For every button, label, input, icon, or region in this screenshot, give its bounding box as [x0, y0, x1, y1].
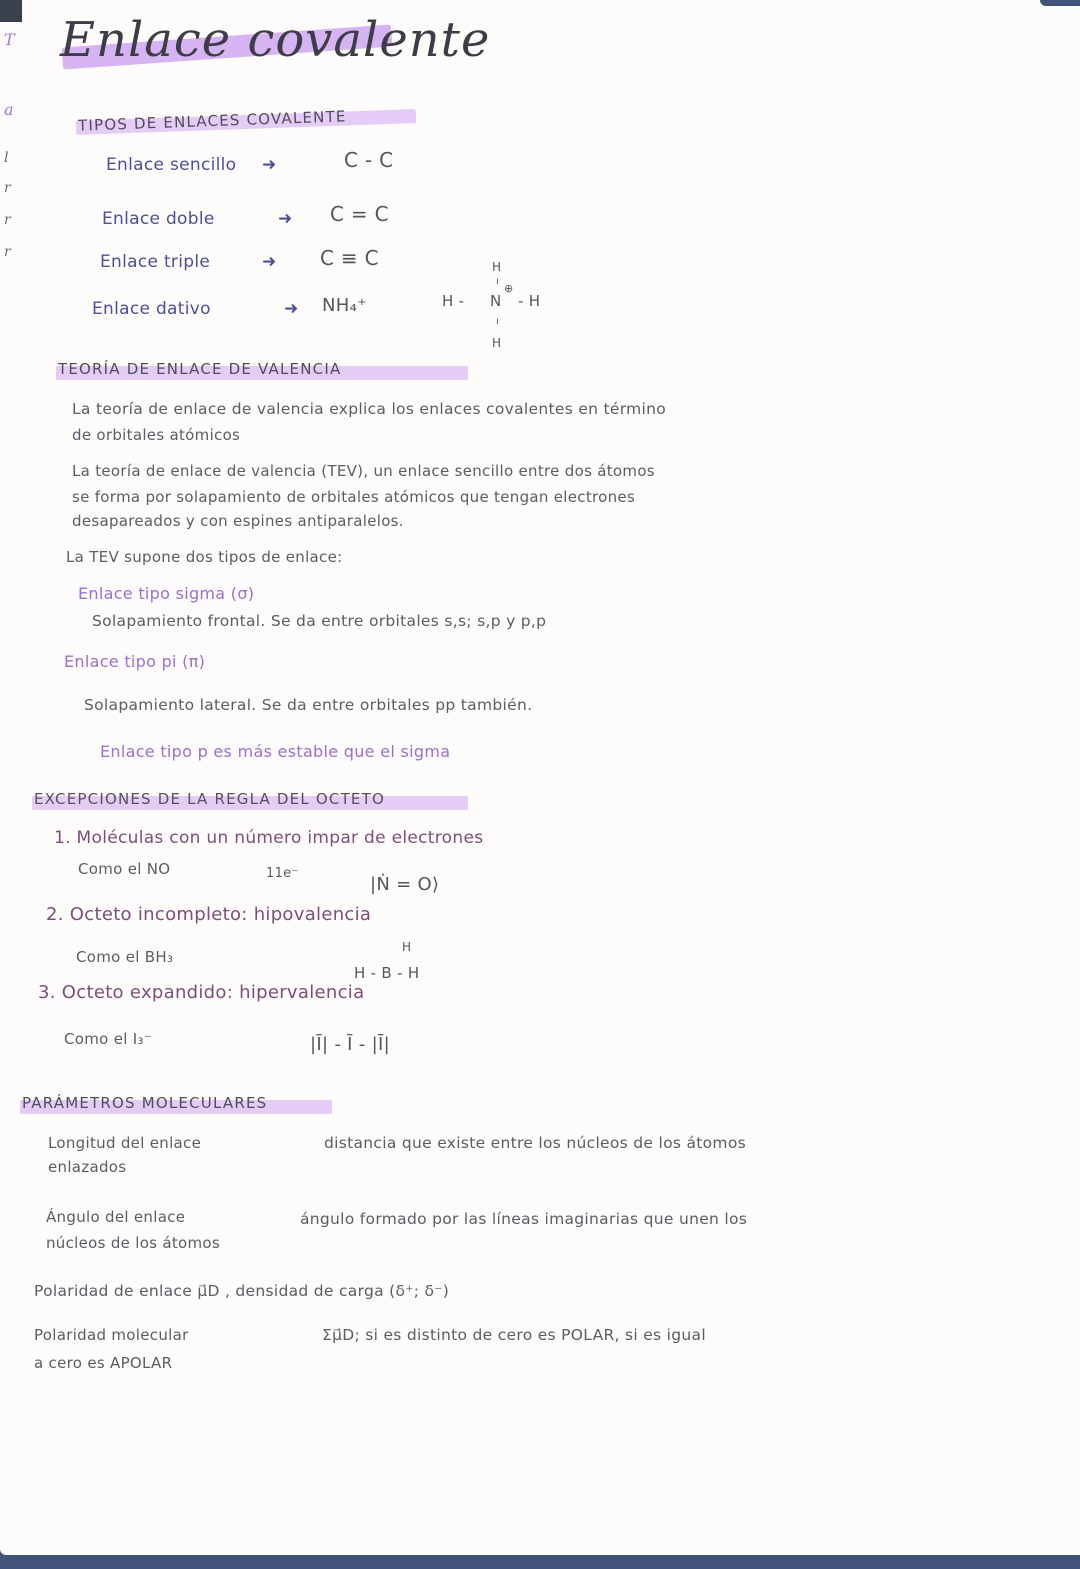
param-polaridad-enlace: Polaridad de enlace μ⃗D , densidad de carga (δ⁺; δ⁻) — [34, 1282, 450, 1300]
arrow-icon: ➜ — [284, 299, 299, 319]
note-pi-stability: Enlace tipo p es más estable que el sigma — [100, 742, 451, 761]
arrow-icon: ➜ — [278, 209, 293, 229]
arrow-icon: ➜ — [262, 155, 277, 175]
example-text: Como el BH₃ — [76, 948, 174, 966]
bond-line: ı — [496, 316, 500, 327]
param-desc: núcleos de los átomos — [46, 1234, 221, 1252]
margin-letter: r — [4, 212, 11, 228]
bond-type-label: Enlace doble — [102, 209, 215, 229]
param-desc: enlazados — [48, 1158, 127, 1176]
section-heading-teoria: TEORÍA DE ENLACE DE VALENCIA — [58, 360, 342, 378]
list-item: 3. Octeto expandido: hipervalencia — [38, 982, 365, 1003]
electron-count: 11e⁻ — [266, 866, 299, 881]
param-label: Polaridad molecular — [34, 1326, 189, 1344]
param-label: Ángulo del enlace — [46, 1208, 186, 1226]
param-label: Longitud del enlace — [48, 1134, 202, 1152]
section-heading-excepciones: EXCEPCIONES DE LA REGLA DEL OCTETO — [34, 790, 385, 808]
list-item: 1. Moléculas con un número impar de electrones — [54, 828, 484, 848]
subheading-pi: Enlace tipo pi (π) — [64, 652, 206, 671]
lewis-structure-no: |Ṅ = O⟩ — [370, 874, 440, 895]
bond-formula: C - C — [344, 148, 394, 172]
atom-n: N — [490, 292, 502, 310]
bond-type-label: Enlace sencillo — [106, 155, 237, 175]
bond-formula: C = C — [330, 202, 389, 226]
positive-charge-icon: ⊕ — [504, 282, 514, 295]
bond-line: ı — [496, 276, 500, 287]
bond-formula: C ≡ C — [320, 246, 379, 270]
margin-letter: r — [4, 180, 11, 196]
arrow-icon: ➜ — [262, 252, 277, 272]
margin-letter: T — [4, 30, 15, 49]
page-corner-marker — [0, 0, 22, 22]
bond-type-label: Enlace dativo — [92, 299, 211, 319]
lewis-structure-bh3: H - B - H — [354, 964, 420, 982]
bond-formula: NH₄⁺ — [322, 295, 367, 316]
paragraph-line: Solapamiento frontal. Se da entre orbitales s,s; s,p y p,p — [92, 612, 547, 630]
subheading-sigma: Enlace tipo sigma (σ) — [78, 584, 255, 603]
paragraph-line: se forma por solapamiento de orbitales atómicos que tengan electrones — [72, 488, 636, 506]
param-desc: distancia que existe entre los núcleos de los átomos — [324, 1134, 746, 1152]
paragraph-line: desapareados y con espines antiparalelos. — [72, 512, 404, 530]
paragraph-line: La teoría de enlace de valencia explica los enlaces covalentes en término — [72, 400, 667, 418]
paragraph-line: Solapamiento lateral. Se da entre orbitales pp también. — [84, 696, 533, 714]
paragraph-line: La teoría de enlace de valencia (TEV), un enlace sencillo entre dos átomos — [72, 462, 655, 480]
lewis-structure-i3: |Ī| - Ī - |Ī| — [310, 1034, 390, 1055]
atom-h: H — [402, 940, 412, 954]
param-desc: a cero es APOLAR — [34, 1354, 173, 1372]
section-heading-tipos: TIPOS DE ENLACES COVALENTE — [77, 107, 347, 135]
margin-letter: a — [4, 100, 14, 119]
paragraph-line: de orbitales atómicos — [72, 426, 241, 444]
paragraph-line: La TEV supone dos tipos de enlace: — [66, 548, 343, 566]
example-text: Como el I₃⁻ — [64, 1030, 153, 1048]
param-desc: ángulo formado por las líneas imaginarias que unen los — [300, 1210, 748, 1228]
param-desc: Σμ⃗D; si es distinto de cero es POLAR, si es igual — [322, 1326, 706, 1344]
section-heading-parametros: PARÁMETROS MOLECULARES — [22, 1094, 268, 1112]
bond-type-label: Enlace triple — [100, 252, 211, 272]
page-title: Enlace covalente — [60, 12, 491, 68]
atom-h: H — [492, 260, 502, 274]
list-item: 2. Octeto incompleto: hipovalencia — [46, 904, 372, 925]
margin-letter: r — [4, 244, 11, 260]
atom-h: H - — [442, 292, 465, 310]
example-text: Como el NO — [78, 860, 171, 878]
page-corner-shadow — [1040, 0, 1080, 6]
atom-h: H — [492, 336, 502, 350]
atom-h: - H — [518, 292, 541, 310]
margin-letter: l — [4, 150, 9, 166]
